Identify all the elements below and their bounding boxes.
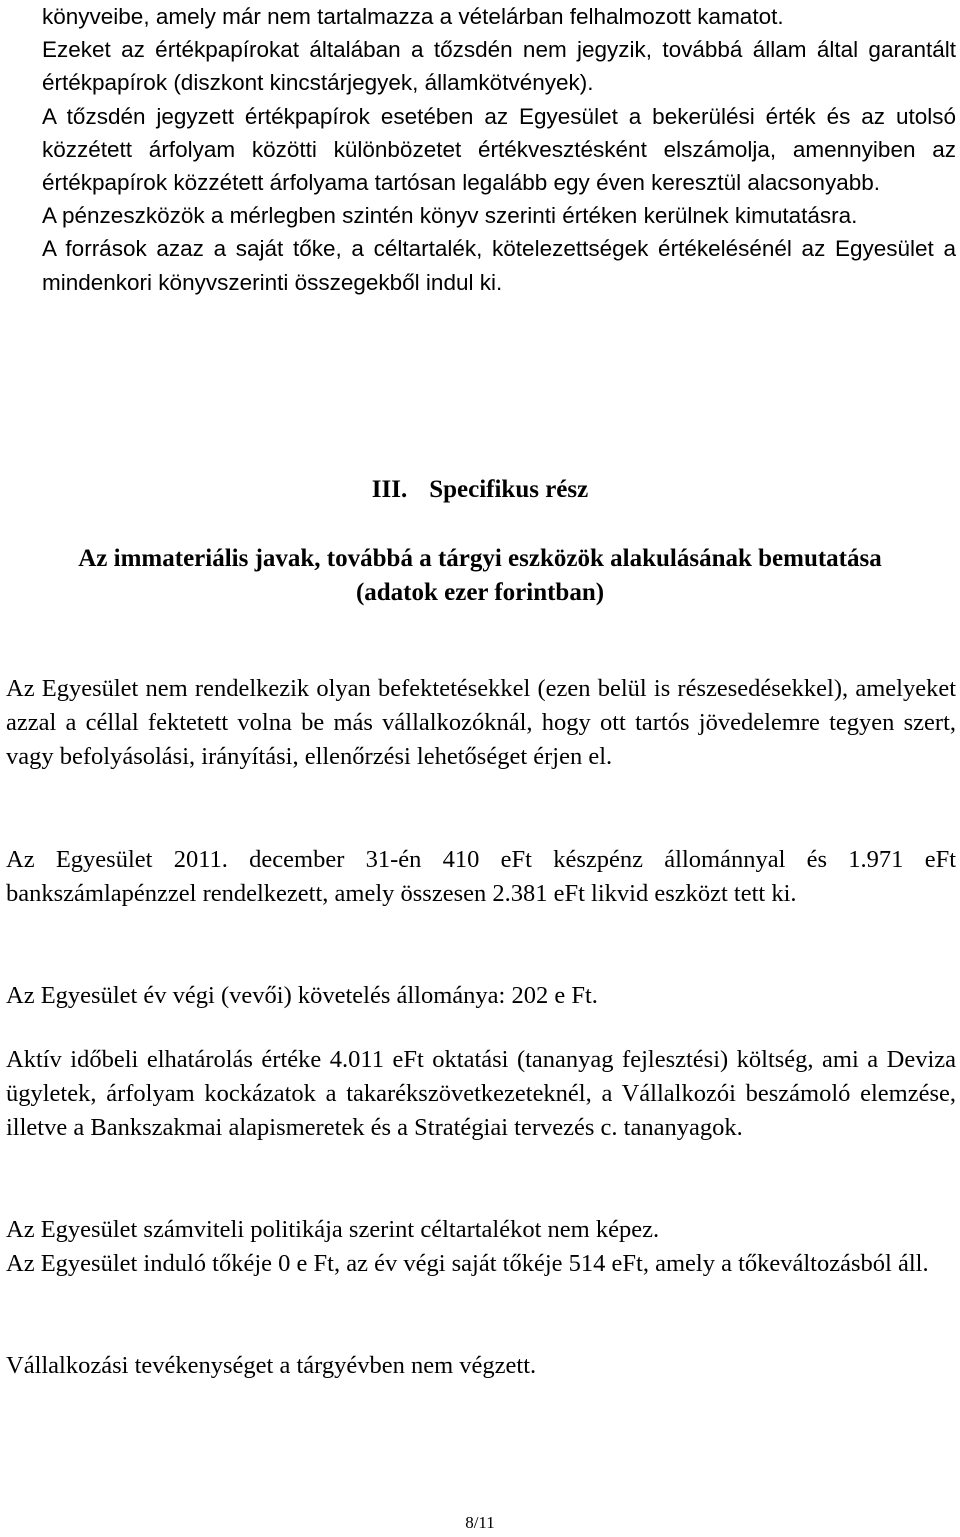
paragraph-text: Az Egyesület nem rendelkezik olyan befektetésekkel (ezen belül is részesedésekkel), amelyeket azzal a céllal fektetett volna be más vállalkozóknál, hogy ott tartós jövedelemre tegyen szert, vagy befolyásolási, irányítási, ellenőrzési lehetőséget érjen el. <box>6 675 956 770</box>
paragraph-text: Vállalkozási tevékenységet a tárgyévben nem végzett. <box>6 1352 537 1379</box>
intro-paragraph-cash: A pénzeszközök a mérlegben szintén könyv szerinti értéken kerülnek kimutatásra. <box>42 203 858 229</box>
paragraph-accruals <box>6 1043 956 1144</box>
accounting-policy-text <box>42 0 956 299</box>
intro-line-1: könyveibe, amely már nem tartalmazza a vételárban felhalmozott kamatot. <box>42 4 784 29</box>
section-title: Specifikus rész <box>429 476 589 503</box>
paragraph-text: Az Egyesület 2011. december 31-én 410 eFt készpénz állománnyal és 1.971 eFt bankszámlapénzzel rendelkezett, amely összesen 2.381 eFt likvid eszközt tett ki. <box>6 846 956 907</box>
intro-paragraph-securities: Ezeket az értékpapírokat általában a tőzsdén nem jegyzik, továbbá állam által garantált értékpapírok (diszkont kincstárjegyek, államkötvények). <box>42 37 956 96</box>
intro-paragraph-sources: A források azaz a saját tőke, a céltartalék, kötelezettségek értékelésénél az Egyesület a mindenkori könyvszerinti összegekből indul ki. <box>42 236 956 295</box>
paragraph-text: Aktív időbeli elhatárolás értéke 4.011 eFt oktatási (tananyag fejlesztési) költség, ami a Deviza ügyletek, árfolyam kockázatok a takarékszövetkezeteknél, a Vállalkozói beszámoló elemzése, illetve a Bankszakmai alapismeretek és a Stratégiai tervezés c. tananyagok. <box>6 1046 956 1141</box>
intro-paragraph-listed-securities: A tőzsdén jegyzett értékpapírok esetében az Egyesület a bekerülési érték és az utolsó közzétett árfolyam közötti különbözetet értékvesztésként elszámolja, amennyiben az értékpapírok közzétett árfolyama tartósan legalább egy éven keresztül alacsonyabb. <box>42 103 956 196</box>
paragraph-receivables <box>6 979 956 1013</box>
paragraph-business-activity <box>6 1349 956 1383</box>
paragraph-equity: Az Egyesület induló tőkéje 0 e Ft, az év végi saját tőkéje 514 eFt, amely a tőkeváltozásból áll. <box>6 1249 929 1277</box>
subheading-line-2: (adatok ezer forintban) <box>355 579 605 606</box>
page-number: 8/11 <box>465 1513 495 1532</box>
paragraph-cash-holdings <box>6 843 956 911</box>
section-heading <box>0 473 960 506</box>
paragraph-text: Az Egyesület év végi (vevői) követelés állománya: 202 e Ft. <box>6 982 598 1009</box>
paragraph-investments <box>6 672 956 773</box>
section-number: III. <box>371 476 408 503</box>
subheading-line-1: Az immateriális javak, továbbá a tárgyi eszközök alakulásának bemutatása <box>78 545 882 572</box>
paragraph-provisions <box>6 1213 956 1281</box>
paragraph-text: Az Egyesület számviteli politikája szerint céltartalékot nem képez. <box>6 1216 660 1243</box>
assets-subheading <box>0 542 960 610</box>
